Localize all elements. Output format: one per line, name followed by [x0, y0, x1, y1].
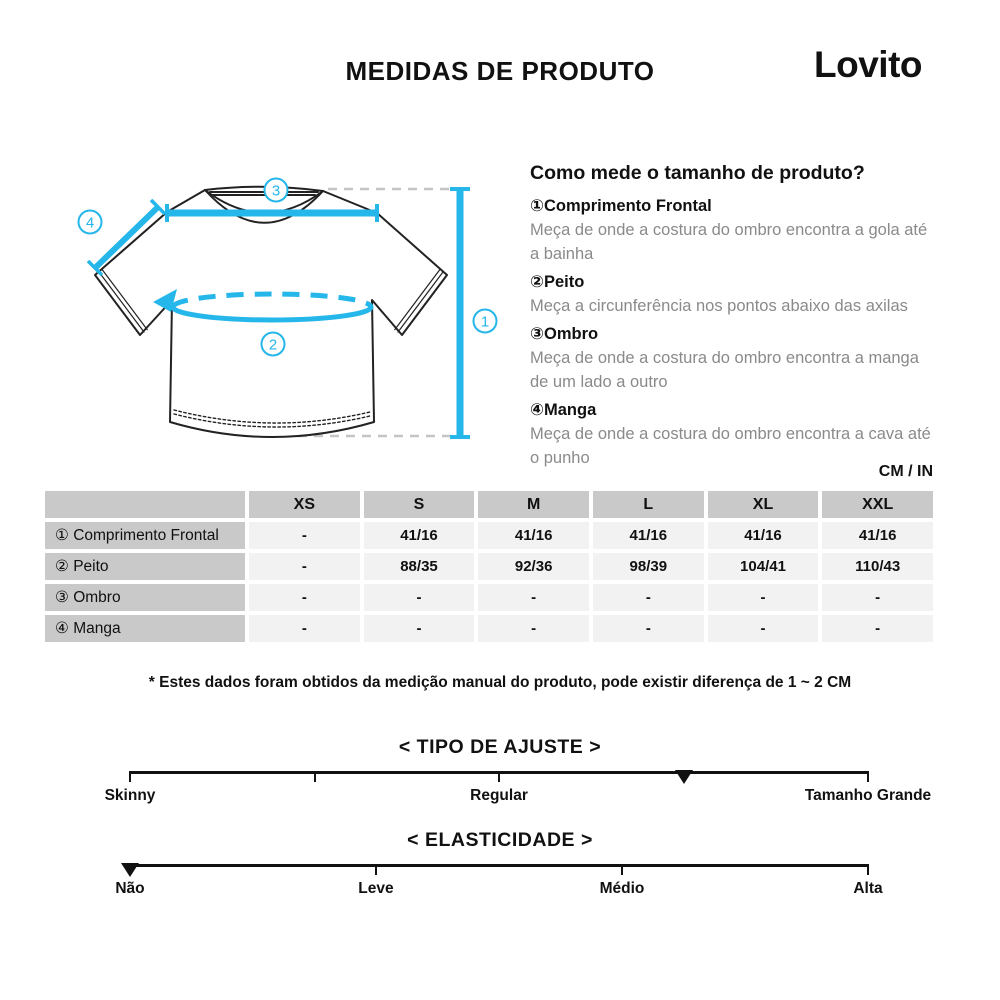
circled-number-icon: ① [530, 197, 544, 215]
circled-number-icon: ④ [530, 401, 544, 419]
shirt-outline-icon [95, 187, 447, 437]
tick [867, 864, 869, 875]
column-header-xxl: XXL [822, 491, 933, 518]
howto-item-title: Peito [543, 273, 585, 291]
cell-value: - [249, 522, 360, 549]
tick [867, 771, 869, 782]
cell-value: - [249, 584, 360, 611]
fit-slider-labels [104, 787, 932, 807]
cell-value: 98/39 [593, 553, 704, 580]
cell-value: - [708, 615, 819, 642]
circled-number-icon: ② [530, 273, 544, 291]
slider-label-medio: Médio [599, 880, 645, 897]
howto-heading: Como mede o tamanho de produto? [530, 162, 865, 184]
page-title: MEDIDAS DE PRODUTO [345, 56, 655, 86]
howto-item-title: Manga [543, 401, 597, 419]
tick [621, 864, 623, 875]
howto-item-desc: Meça de onde a costura do ombro encontra a cava até o punho [530, 425, 931, 467]
marker-circle-4 [79, 211, 102, 234]
cell-value: 92/36 [478, 553, 589, 580]
howto-item-desc: Meça de onde a costura do ombro encontra a gola até a bainha [530, 221, 928, 263]
cell-value: - [364, 615, 475, 642]
row-label: ③ Ombro [45, 584, 245, 611]
column-header-s: S [364, 491, 475, 518]
slider-label-nao: Não [115, 880, 145, 897]
cell-value: 41/16 [822, 522, 933, 549]
fit-marker-icon [675, 770, 693, 784]
marker-circle-1 [474, 310, 497, 333]
column-header-xs: XS [249, 491, 360, 518]
slider-label-skinny: Skinny [104, 787, 156, 804]
svg-text:3: 3 [271, 182, 281, 200]
measurement-disclaimer: * Estes dados foram obtidos da medição manual do produto, pode existir diferença de 1 ~ 2 CM [148, 674, 852, 691]
fit-slider-heading: < TIPO DE AJUSTE > [398, 736, 602, 758]
tshirt-measurement-diagram [50, 140, 540, 475]
elasticity-slider-heading: < ELASTICIDADE > [407, 829, 593, 851]
tick [375, 864, 377, 875]
measure-line-front-length [450, 189, 470, 437]
cell-value: - [593, 584, 704, 611]
elasticity-marker-icon [121, 863, 139, 877]
cell-value: 104/41 [708, 553, 819, 580]
howto-item-chest [530, 271, 940, 318]
column-header-xl: XL [708, 491, 819, 518]
circled-number-icon: ③ [530, 325, 544, 343]
marker-circle-2 [262, 333, 285, 356]
table-corner-cell [45, 491, 245, 518]
slider-label-tamanho-grande: Tamanho Grande [804, 787, 932, 804]
cell-value: - [822, 584, 933, 611]
cell-value: - [478, 615, 589, 642]
how-to-measure-section [530, 162, 940, 470]
fit-slider-track [130, 771, 868, 774]
row-label: ④ Manga [45, 615, 245, 642]
unit-label: CM / IN [878, 463, 933, 480]
elasticity-slider-labels [115, 880, 883, 900]
tick [498, 771, 500, 782]
marker-circle-3 [265, 179, 288, 202]
howto-item-shoulder [530, 323, 940, 394]
howto-item-desc: Meça de onde a costura do ombro encontra a manga de um lado a outro [530, 349, 919, 391]
howto-item-title: Comprimento Frontal [543, 197, 712, 215]
cell-value: 41/16 [708, 522, 819, 549]
tick [129, 771, 131, 782]
cell-value: - [364, 584, 475, 611]
cell-value: 110/43 [822, 553, 933, 580]
cell-value: 41/16 [364, 522, 475, 549]
howto-item-desc: Meça a circunferência nos pontos abaixo das axilas [530, 297, 908, 315]
cell-value: - [249, 615, 360, 642]
size-table [45, 491, 933, 642]
cell-value: - [593, 615, 704, 642]
howto-item-sleeve [530, 399, 940, 470]
cell-value: - [249, 553, 360, 580]
brand-logo: Lovito [814, 44, 922, 85]
svg-text:2: 2 [268, 336, 278, 354]
slider-label-alta: Alta [853, 880, 883, 897]
column-header-m: M [478, 491, 589, 518]
cell-value: - [822, 615, 933, 642]
cell-value: 41/16 [478, 522, 589, 549]
cell-value: 88/35 [364, 553, 475, 580]
slider-label-regular: Regular [470, 787, 528, 804]
row-label: ② Peito [45, 553, 245, 580]
row-label: ① Comprimento Frontal [45, 522, 245, 549]
howto-item-front-length [530, 195, 940, 266]
slider-label-leve: Leve [358, 880, 394, 897]
cell-value: 41/16 [593, 522, 704, 549]
svg-text:1: 1 [480, 313, 490, 331]
cell-value: - [708, 584, 819, 611]
column-header-l: L [593, 491, 704, 518]
howto-item-title: Ombro [543, 325, 599, 343]
cell-value: - [478, 584, 589, 611]
elasticity-slider-track [130, 864, 868, 867]
tick [314, 771, 316, 782]
svg-text:4: 4 [85, 214, 95, 232]
